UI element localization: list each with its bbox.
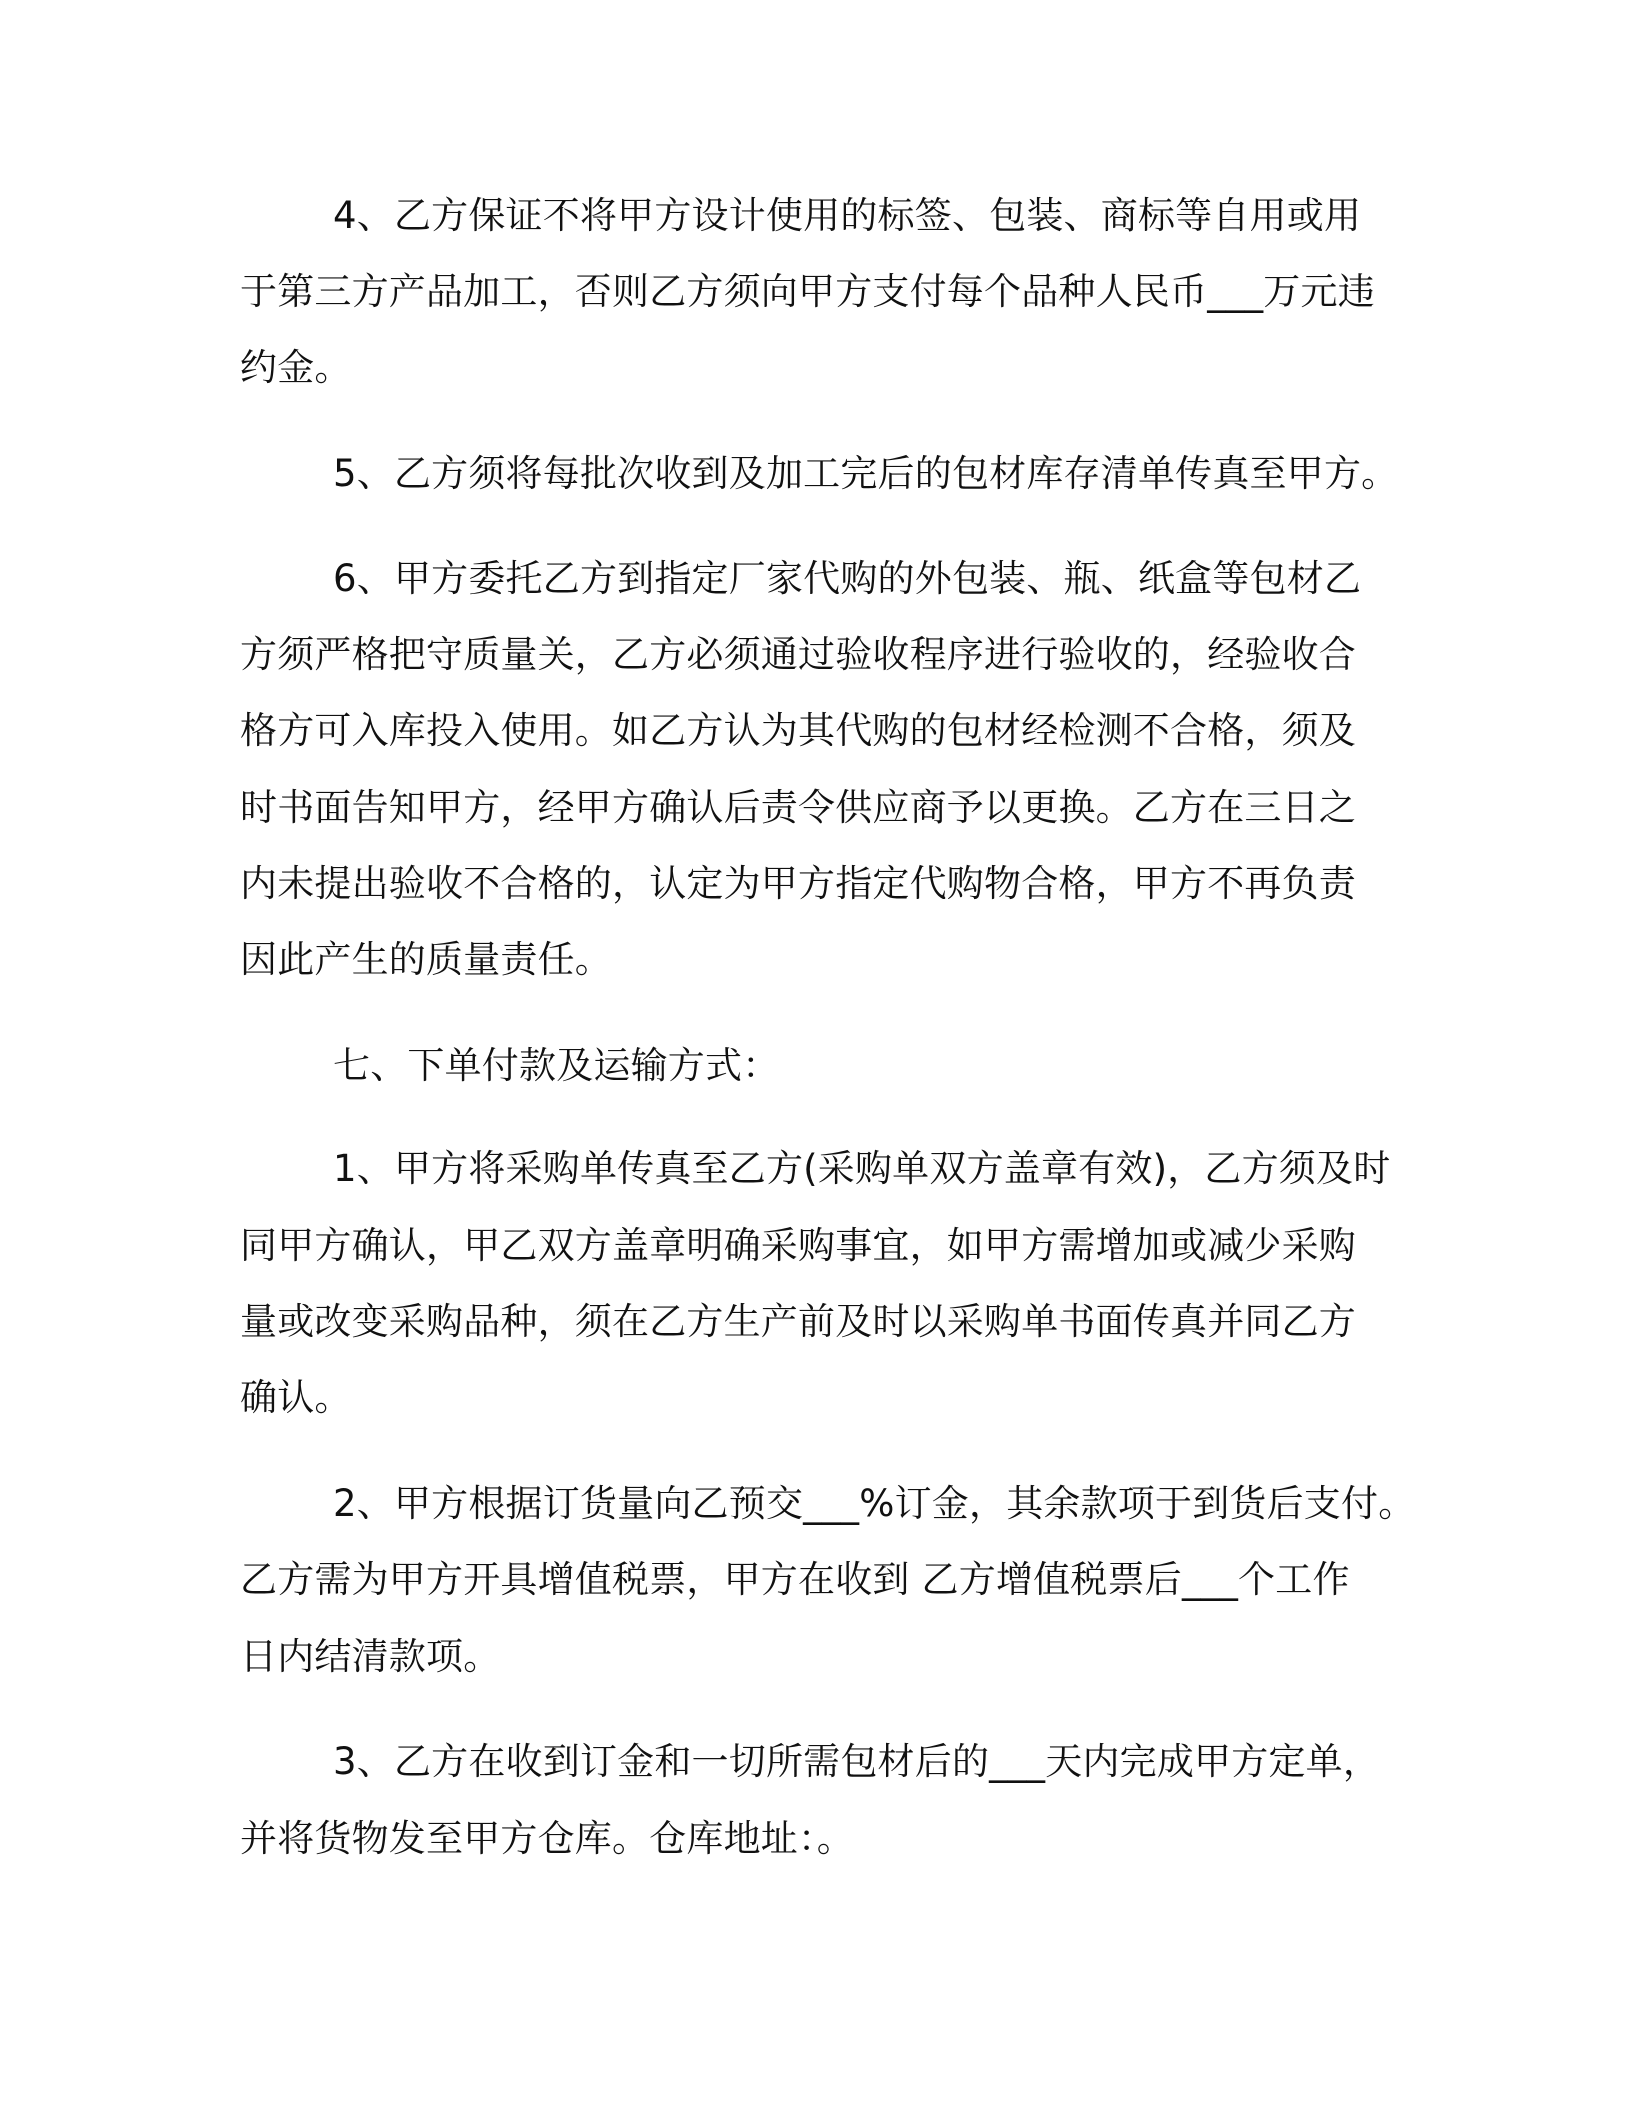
clause-4-line-2: 于第三方产品加工，否则乙方须向甲方支付每个品种人民币___万元违 (240, 270, 1375, 313)
section-7-heading: 七、下单付款及运输方式： (333, 1044, 780, 1087)
clause-6-line-2: 方须严格把守质量关，乙方必须通过验收程序进行验收的，经验收合 (240, 633, 1356, 676)
section-7-clause-3-line-2: 并将货物发至甲方仓库。仓库地址：。 (240, 1817, 854, 1860)
clause-4-line-1: 4、乙方保证不将甲方设计使用的标签、包装、商标等自用或用 (333, 194, 1362, 237)
clause-6-line-6: 因此产生的质量责任。 (240, 938, 612, 981)
section-7-clause-2-line-3: 日内结清款项。 (240, 1635, 501, 1678)
clause-6-line-4: 时书面告知甲方，经甲方确认后责令供应商予以更换。乙方在三日之 (240, 786, 1356, 829)
clause-6-line-3: 格方可入库投入使用。如乙方认为其代购的包材经检测不合格，须及 (240, 709, 1356, 752)
clause-6-line-1: 6、甲方委托乙方到指定厂家代购的外包装、瓶、纸盒等包材乙 (333, 557, 1362, 600)
clause-6-line-5: 内未提出验收不合格的，认定为甲方指定代购物合格，甲方不再负责 (240, 862, 1356, 905)
section-7-clause-2-line-1: 2、甲方根据订货量向乙预交___%订金，其余款项于到货后支付。 (333, 1482, 1416, 1525)
section-7-clause-3-line-1: 3、乙方在收到订金和一切所需包材后的___天内完成甲方定单， (333, 1740, 1381, 1783)
section-7-clause-1-line-2: 同甲方确认，甲乙双方盖章明确采购事宜，如甲方需增加或减少采购 (240, 1224, 1356, 1267)
clause-4-line-3: 约金。 (240, 346, 352, 389)
section-7-clause-1-line-4: 确认。 (240, 1376, 352, 1419)
clause-5-line-1: 5、乙方须将每批次收到及加工完后的包材库存清单传真至甲方。 (333, 452, 1399, 495)
section-7-clause-1-line-1: 1、甲方将采购单传真至乙方(采购单双方盖章有效)，乙方须及时 (333, 1147, 1391, 1190)
section-7-clause-2-line-2: 乙方需为甲方开具增值税票，甲方在收到 乙方增值税票后___个工作 (240, 1558, 1350, 1601)
section-7-clause-1-line-3: 量或改变采购品种，须在乙方生产前及时以采购单书面传真并同乙方 (240, 1300, 1356, 1343)
